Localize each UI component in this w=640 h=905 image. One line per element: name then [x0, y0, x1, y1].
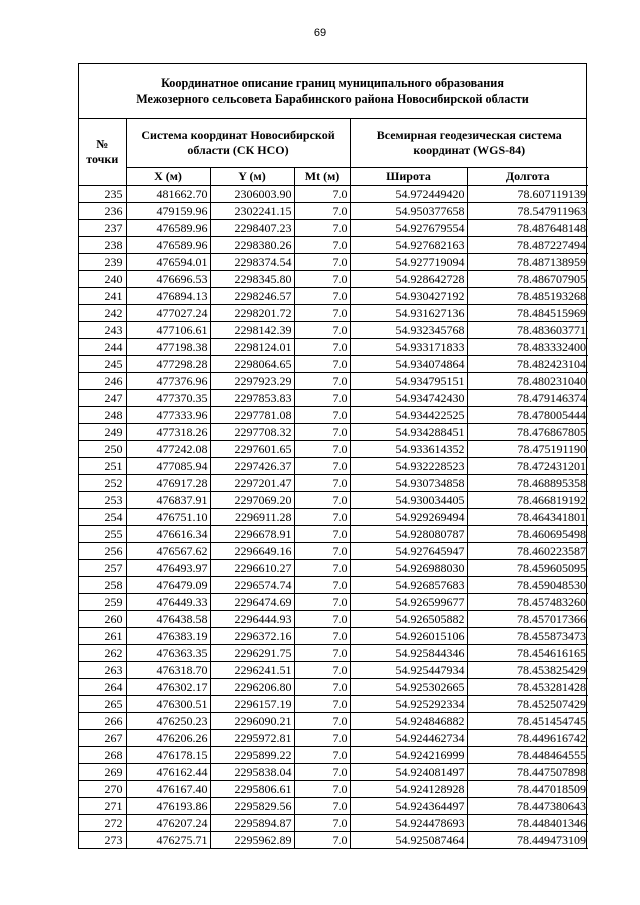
point-number-cell: 253 [79, 492, 126, 509]
x-cell: 476193.86 [126, 798, 210, 815]
x-cell: 476616.34 [126, 526, 210, 543]
x-cell: 476751.10 [126, 509, 210, 526]
mt-cell: 7.0 [294, 747, 350, 764]
local-system-header: Система координат Новосибирской области (СК НСО) [126, 119, 350, 168]
x-cell: 476207.24 [126, 815, 210, 832]
longitude-cell: 78.449616742 [467, 730, 588, 747]
table-row [79, 475, 588, 492]
mt-cell: 7.0 [294, 186, 350, 203]
y-cell: 2302241.15 [210, 203, 294, 220]
y-cell: 2298124.01 [210, 339, 294, 356]
point-number-cell: 247 [79, 390, 126, 407]
longitude-cell: 78.453281428 [467, 679, 588, 696]
longitude-cell: 78.460223587 [467, 543, 588, 560]
longitude-cell: 78.457483260 [467, 594, 588, 611]
point-number-cell: 267 [79, 730, 126, 747]
y-cell: 2298380.26 [210, 237, 294, 254]
point-number-cell: 268 [79, 747, 126, 764]
table-row [79, 798, 588, 815]
x-cell: 476162.44 [126, 764, 210, 781]
y-cell: 2295838.04 [210, 764, 294, 781]
mt-cell: 7.0 [294, 713, 350, 730]
x-cell: 476894.13 [126, 288, 210, 305]
mt-cell: 7.0 [294, 288, 350, 305]
mt-cell: 7.0 [294, 696, 350, 713]
point-number-cell: 266 [79, 713, 126, 730]
table-row [79, 373, 588, 390]
latitude-cell: 54.932228523 [350, 458, 467, 475]
point-number-cell: 260 [79, 611, 126, 628]
latitude-cell: 54.930734858 [350, 475, 467, 492]
longitude-cell: 78.482423104 [467, 356, 588, 373]
x-cell: 476917.28 [126, 475, 210, 492]
latitude-cell: 54.924081497 [350, 764, 467, 781]
x-cell: 476383.19 [126, 628, 210, 645]
point-number-cell: 244 [79, 339, 126, 356]
point-number-cell: 237 [79, 220, 126, 237]
x-cell: 477376.96 [126, 373, 210, 390]
table-row [79, 441, 588, 458]
table-row [79, 509, 588, 526]
mt-cell: 7.0 [294, 339, 350, 356]
longitude-column-header: Долгота [467, 168, 588, 186]
latitude-cell: 54.930034405 [350, 492, 467, 509]
document-title [79, 64, 586, 119]
table-row [79, 526, 588, 543]
longitude-cell: 78.464341801 [467, 509, 588, 526]
table-row [79, 203, 588, 220]
y-cell: 2296372.16 [210, 628, 294, 645]
y-cell: 2297601.65 [210, 441, 294, 458]
latitude-cell: 54.933171833 [350, 339, 467, 356]
table-row [79, 713, 588, 730]
y-cell: 2296911.28 [210, 509, 294, 526]
point-number-cell: 248 [79, 407, 126, 424]
y-cell: 2295899.22 [210, 747, 294, 764]
y-cell: 2298201.72 [210, 305, 294, 322]
longitude-cell: 78.447018509 [467, 781, 588, 798]
mt-cell: 7.0 [294, 662, 350, 679]
x-cell: 477298.28 [126, 356, 210, 373]
x-cell: 477198.38 [126, 339, 210, 356]
table-row [79, 781, 588, 798]
longitude-cell: 78.476867805 [467, 424, 588, 441]
y-cell: 2298345.80 [210, 271, 294, 288]
table-row [79, 254, 588, 271]
point-number-cell: 241 [79, 288, 126, 305]
x-cell: 477333.96 [126, 407, 210, 424]
longitude-cell: 78.454616165 [467, 645, 588, 662]
latitude-cell: 54.934742430 [350, 390, 467, 407]
mt-cell: 7.0 [294, 492, 350, 509]
longitude-cell: 78.487227494 [467, 237, 588, 254]
table-row [79, 186, 588, 203]
x-cell: 476300.51 [126, 696, 210, 713]
table-row [79, 305, 588, 322]
mt-cell: 7.0 [294, 509, 350, 526]
table-row [79, 662, 588, 679]
point-number-cell: 259 [79, 594, 126, 611]
x-cell: 476275.71 [126, 832, 210, 849]
point-number-cell: 252 [79, 475, 126, 492]
mt-cell: 7.0 [294, 407, 350, 424]
y-cell: 2298374.54 [210, 254, 294, 271]
table-row [79, 288, 588, 305]
x-cell: 477085.94 [126, 458, 210, 475]
x-cell: 476250.23 [126, 713, 210, 730]
x-cell: 477370.35 [126, 390, 210, 407]
point-number-cell: 265 [79, 696, 126, 713]
point-number-cell: 263 [79, 662, 126, 679]
mt-cell: 7.0 [294, 611, 350, 628]
x-column-header: X (м) [126, 168, 210, 186]
x-cell: 477318.26 [126, 424, 210, 441]
y-cell: 2296474.69 [210, 594, 294, 611]
y-cell: 2298407.23 [210, 220, 294, 237]
mt-cell: 7.0 [294, 815, 350, 832]
latitude-cell: 54.926857683 [350, 577, 467, 594]
longitude-cell: 78.478005444 [467, 407, 588, 424]
y-column-header: Y (м) [210, 168, 294, 186]
y-cell: 2295972.81 [210, 730, 294, 747]
point-number-cell: 269 [79, 764, 126, 781]
latitude-cell: 54.934422525 [350, 407, 467, 424]
longitude-cell: 78.447380643 [467, 798, 588, 815]
longitude-cell: 78.547911963 [467, 203, 588, 220]
table-row [79, 747, 588, 764]
mt-cell: 7.0 [294, 764, 350, 781]
y-cell: 2298246.57 [210, 288, 294, 305]
longitude-cell: 78.484515969 [467, 305, 588, 322]
longitude-cell: 78.475191190 [467, 441, 588, 458]
point-number-cell: 243 [79, 322, 126, 339]
table-row [79, 356, 588, 373]
mt-cell: 7.0 [294, 543, 350, 560]
y-cell: 2296291.75 [210, 645, 294, 662]
y-cell: 2297853.83 [210, 390, 294, 407]
latitude-cell: 54.924216999 [350, 747, 467, 764]
point-number-cell: 242 [79, 305, 126, 322]
mt-cell: 7.0 [294, 271, 350, 288]
mt-cell: 7.0 [294, 526, 350, 543]
mt-cell: 7.0 [294, 645, 350, 662]
x-cell: 476302.17 [126, 679, 210, 696]
longitude-cell: 78.468895358 [467, 475, 588, 492]
longitude-cell: 78.607119139 [467, 186, 588, 203]
x-cell: 476589.96 [126, 220, 210, 237]
longitude-cell: 78.447507898 [467, 764, 588, 781]
mt-cell: 7.0 [294, 441, 350, 458]
mt-cell: 7.0 [294, 237, 350, 254]
latitude-cell: 54.929269494 [350, 509, 467, 526]
point-number-cell: 257 [79, 560, 126, 577]
longitude-cell: 78.448401346 [467, 815, 588, 832]
table-row [79, 322, 588, 339]
table-row [79, 645, 588, 662]
y-cell: 2295806.61 [210, 781, 294, 798]
latitude-cell: 54.934074864 [350, 356, 467, 373]
table-row [79, 339, 588, 356]
point-number-cell: 239 [79, 254, 126, 271]
mt-cell: 7.0 [294, 798, 350, 815]
x-cell: 476363.35 [126, 645, 210, 662]
global-system-header: Всемирная геодезическая система координат (WGS-84) [350, 119, 588, 168]
y-cell: 2297201.47 [210, 475, 294, 492]
x-cell: 477106.61 [126, 322, 210, 339]
point-number-cell: 240 [79, 271, 126, 288]
longitude-cell: 78.448464555 [467, 747, 588, 764]
x-cell: 476696.53 [126, 271, 210, 288]
table-row [79, 492, 588, 509]
latitude-cell: 54.933614352 [350, 441, 467, 458]
x-cell: 477027.24 [126, 305, 210, 322]
mt-cell: 7.0 [294, 475, 350, 492]
longitude-cell: 78.459605095 [467, 560, 588, 577]
longitude-cell: 78.452507429 [467, 696, 588, 713]
mt-column-header: Mt (м) [294, 168, 350, 186]
coordinates-document [78, 63, 587, 849]
latitude-cell: 54.925447934 [350, 662, 467, 679]
point-number-cell: 235 [79, 186, 126, 203]
latitude-cell: 54.927679554 [350, 220, 467, 237]
table-row [79, 560, 588, 577]
table-row [79, 237, 588, 254]
table-row [79, 577, 588, 594]
latitude-cell: 54.924462734 [350, 730, 467, 747]
y-cell: 2297426.37 [210, 458, 294, 475]
y-cell: 2297069.20 [210, 492, 294, 509]
x-cell: 476206.26 [126, 730, 210, 747]
latitude-cell: 54.926988030 [350, 560, 467, 577]
latitude-cell: 54.924128928 [350, 781, 467, 798]
latitude-cell: 54.924846882 [350, 713, 467, 730]
latitude-cell: 54.926505882 [350, 611, 467, 628]
latitude-cell: 54.926015106 [350, 628, 467, 645]
longitude-cell: 78.460695498 [467, 526, 588, 543]
point-number-cell: 272 [79, 815, 126, 832]
mt-cell: 7.0 [294, 594, 350, 611]
y-cell: 2296157.19 [210, 696, 294, 713]
table-row [79, 832, 588, 849]
latitude-cell: 54.972449420 [350, 186, 467, 203]
coordinates-table [79, 119, 588, 849]
longitude-cell: 78.455873473 [467, 628, 588, 645]
x-cell: 476449.33 [126, 594, 210, 611]
x-cell: 476479.09 [126, 577, 210, 594]
table-row [79, 628, 588, 645]
x-cell: 476567.62 [126, 543, 210, 560]
table-row [79, 271, 588, 288]
x-cell: 476837.91 [126, 492, 210, 509]
longitude-cell: 78.479146374 [467, 390, 588, 407]
latitude-cell: 54.934288451 [350, 424, 467, 441]
table-row [79, 407, 588, 424]
y-cell: 2296444.93 [210, 611, 294, 628]
longitude-cell: 78.486707905 [467, 271, 588, 288]
x-cell: 477242.08 [126, 441, 210, 458]
y-cell: 2296678.91 [210, 526, 294, 543]
longitude-cell: 78.472431201 [467, 458, 588, 475]
y-cell: 2306003.90 [210, 186, 294, 203]
mt-cell: 7.0 [294, 220, 350, 237]
mt-cell: 7.0 [294, 424, 350, 441]
table-row [79, 424, 588, 441]
longitude-cell: 78.487648148 [467, 220, 588, 237]
y-cell: 2296649.16 [210, 543, 294, 560]
y-cell: 2296610.27 [210, 560, 294, 577]
mt-cell: 7.0 [294, 730, 350, 747]
point-number-cell: 255 [79, 526, 126, 543]
latitude-cell: 54.927719094 [350, 254, 467, 271]
latitude-cell: 54.932345768 [350, 322, 467, 339]
longitude-cell: 78.483332400 [467, 339, 588, 356]
longitude-cell: 78.487138959 [467, 254, 588, 271]
latitude-cell: 54.924364497 [350, 798, 467, 815]
x-cell: 476178.15 [126, 747, 210, 764]
x-cell: 479159.96 [126, 203, 210, 220]
latitude-cell: 54.926599677 [350, 594, 467, 611]
latitude-cell: 54.927645947 [350, 543, 467, 560]
point-number-cell: 254 [79, 509, 126, 526]
latitude-cell: 54.925292334 [350, 696, 467, 713]
point-number-cell: 250 [79, 441, 126, 458]
y-cell: 2296574.74 [210, 577, 294, 594]
longitude-cell: 78.466819192 [467, 492, 588, 509]
point-number-cell: 262 [79, 645, 126, 662]
page-number: 69 [313, 27, 327, 39]
point-number-header [79, 119, 126, 186]
mt-cell: 7.0 [294, 305, 350, 322]
y-cell: 2296206.80 [210, 679, 294, 696]
mt-cell: 7.0 [294, 577, 350, 594]
x-cell: 476318.70 [126, 662, 210, 679]
latitude-cell: 54.950377658 [350, 203, 467, 220]
point-number-cell: 246 [79, 373, 126, 390]
table-row [79, 696, 588, 713]
point-number-cell: 236 [79, 203, 126, 220]
x-cell: 476167.40 [126, 781, 210, 798]
y-cell: 2297923.29 [210, 373, 294, 390]
mt-cell: 7.0 [294, 628, 350, 645]
latitude-cell: 54.927682163 [350, 237, 467, 254]
mt-cell: 7.0 [294, 458, 350, 475]
table-row [79, 220, 588, 237]
longitude-cell: 78.449473109 [467, 832, 588, 849]
latitude-cell: 54.931627136 [350, 305, 467, 322]
point-number-cell: 271 [79, 798, 126, 815]
latitude-column-header: Широта [350, 168, 467, 186]
mt-cell: 7.0 [294, 203, 350, 220]
y-cell: 2298142.39 [210, 322, 294, 339]
point-number-cell: 256 [79, 543, 126, 560]
point-number-cell: 249 [79, 424, 126, 441]
y-cell: 2296090.21 [210, 713, 294, 730]
latitude-cell: 54.925302665 [350, 679, 467, 696]
latitude-cell: 54.925844346 [350, 645, 467, 662]
mt-cell: 7.0 [294, 254, 350, 271]
table-row [79, 390, 588, 407]
longitude-cell: 78.485193268 [467, 288, 588, 305]
mt-cell: 7.0 [294, 356, 350, 373]
latitude-cell: 54.928642728 [350, 271, 467, 288]
point-number-cell: 264 [79, 679, 126, 696]
table-row [79, 679, 588, 696]
y-cell: 2298064.65 [210, 356, 294, 373]
longitude-cell: 78.457017366 [467, 611, 588, 628]
point-number-header-line1: № [96, 137, 109, 151]
latitude-cell: 54.930427192 [350, 288, 467, 305]
y-cell: 2297781.08 [210, 407, 294, 424]
latitude-cell: 54.934795151 [350, 373, 467, 390]
point-number-cell: 270 [79, 781, 126, 798]
x-cell: 476589.96 [126, 237, 210, 254]
point-number-cell: 258 [79, 577, 126, 594]
latitude-cell: 54.928080787 [350, 526, 467, 543]
longitude-cell: 78.480231040 [467, 373, 588, 390]
table-row [79, 543, 588, 560]
longitude-cell: 78.483603771 [467, 322, 588, 339]
x-cell: 476493.97 [126, 560, 210, 577]
y-cell: 2295962.89 [210, 832, 294, 849]
table-row [79, 458, 588, 475]
y-cell: 2295894.87 [210, 815, 294, 832]
y-cell: 2295829.56 [210, 798, 294, 815]
mt-cell: 7.0 [294, 832, 350, 849]
point-number-cell: 261 [79, 628, 126, 645]
longitude-cell: 78.451454745 [467, 713, 588, 730]
mt-cell: 7.0 [294, 679, 350, 696]
mt-cell: 7.0 [294, 560, 350, 577]
x-cell: 476438.58 [126, 611, 210, 628]
table-row [79, 764, 588, 781]
point-number-cell: 251 [79, 458, 126, 475]
table-row [79, 730, 588, 747]
y-cell: 2296241.51 [210, 662, 294, 679]
point-number-cell: 245 [79, 356, 126, 373]
point-number-cell: 273 [79, 832, 126, 849]
latitude-cell: 54.925087464 [350, 832, 467, 849]
table-row [79, 815, 588, 832]
title-line-1: Координатное описание границ муниципального образования [161, 76, 504, 90]
x-cell: 476594.01 [126, 254, 210, 271]
point-number-header-line2: точки [86, 152, 119, 166]
table-row [79, 594, 588, 611]
mt-cell: 7.0 [294, 373, 350, 390]
latitude-cell: 54.924478693 [350, 815, 467, 832]
mt-cell: 7.0 [294, 781, 350, 798]
x-cell: 481662.70 [126, 186, 210, 203]
title-line-2: Межозерного сельсовета Барабинского района Новосибирской области [136, 92, 529, 106]
y-cell: 2297708.32 [210, 424, 294, 441]
longitude-cell: 78.459048530 [467, 577, 588, 594]
coordinates-table-body [79, 186, 588, 849]
mt-cell: 7.0 [294, 390, 350, 407]
longitude-cell: 78.453825429 [467, 662, 588, 679]
mt-cell: 7.0 [294, 322, 350, 339]
point-number-cell: 238 [79, 237, 126, 254]
table-row [79, 611, 588, 628]
